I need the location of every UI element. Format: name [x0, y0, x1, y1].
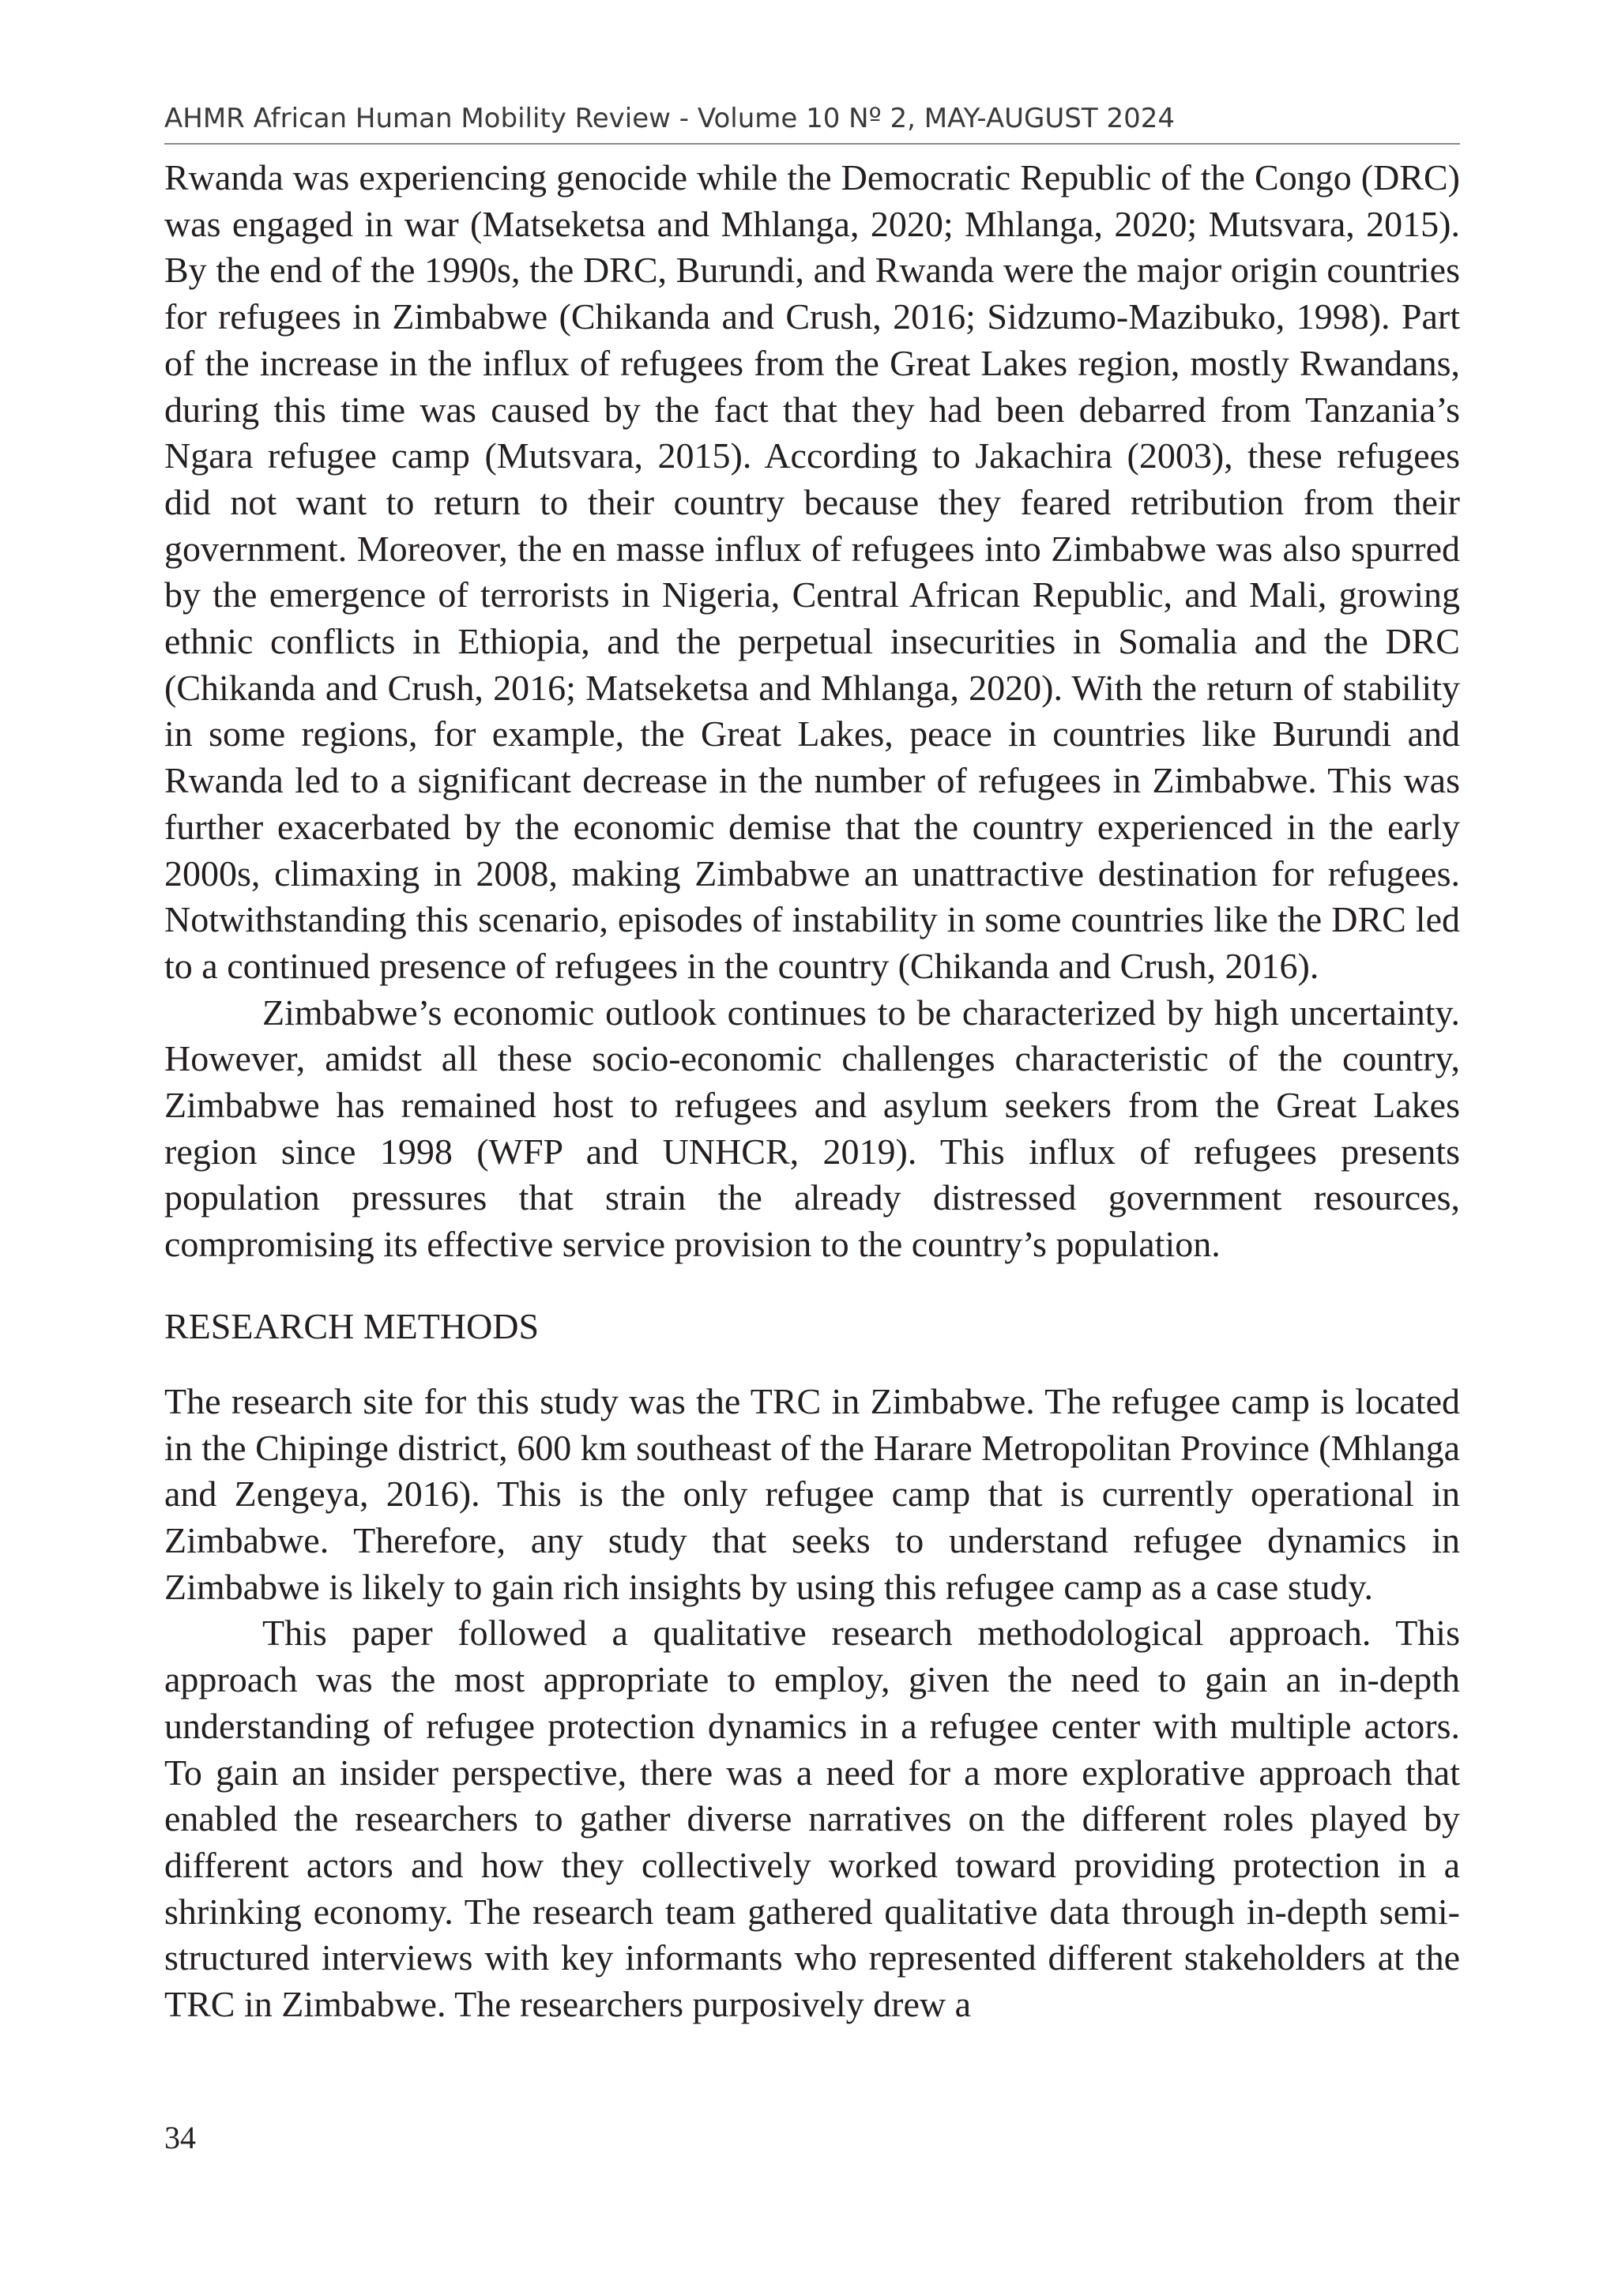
body-paragraph-2: Zimbabwe’s economic outlook continues to be characterized by high uncertainty. However, amidst all these socio-economic challenges characteristic of the country, Zimbabwe has remained host to refugees and asylum seekers from the Great Lakes region since 1998 (WFP and UNHCR, 2019). This influx of refugees presents population pressures that strain the already distressed government resources, compromising its effective service provision to the country’s population.: [164, 992, 1460, 1265]
section-heading-research-methods: RESEARCH METHODS: [164, 1305, 540, 1346]
methods-paragraph-2: This paper followed a qualitative research methodological approach. This approach was the most appropriate to employ, given the need to gain an in-depth understanding of refugee protection dynamics in a refugee center with multiple actors. To gain an insider perspective, there was a need for a more explorative approach that enabled the researchers to gather diverse narratives on the different roles played by different actors and how they collectively worked toward providing protection in a shrinking economy. The research team gathered qualitative data through in-depth semi-structured interviews with key informants who represented different stakeholders at the TRC in Zimbabwe. The researchers purposively drew a: [164, 1613, 1460, 2025]
page-number: 34: [164, 2120, 196, 2155]
running-header: AHMR African Human Mobility Review - Volume 10 Nº 2, MAY-AUGUST 2024: [164, 103, 1175, 134]
header-divider: [164, 143, 1460, 145]
body-paragraph-1: Rwanda was experiencing genocide while the Democratic Republic of the Congo (DRC) was engaged in war (Matseketsa and Mhlanga, 2020; Mhlanga, 2020; Mutsvara, 2015). By the end of the 1990s, the DRC, Burundi, and Rwanda were the major origin countries for refugees in Zimbabwe (Chikanda and Crush, 2016; Sidzumo-Mazibuko, 1998). Part of the increase in the influx of refugees from the Great Lakes region, mostly Rwandans, during this time was caused by the fact that they had been debarred from Tanzania’s Ngara refugee camp (Mutsvara, 2015). According to Jakachira (2003), these refugees did not want to return to their country because they feared retribution from their government. Moreover, the en masse influx of refugees into Zimbabwe was also spurred by the emergence of terrorists in Nigeria, Central African Republic, and Mali, growing ethnic conflicts in Ethiopia, and the perpetual insecurities in Somalia and the DRC (Chikanda and Crush, 2016; Matseketsa and Mhlanga, 2020). With the return of stability in some regions, for example, the Great Lakes, peace in countries like Burundi and Rwanda led to a significant decrease in the number of refugees in Zimbabwe. This was further exacerbated by the economic demise that the country experienced in the early 2000s, climaxing in 2008, making Zimbabwe an unattractive destination for refugees. Notwithstanding this scenario, episodes of instability in some countries like the DRC led to a continued presence of refugees in the country (Chikanda and Crush, 2016).: [164, 157, 1460, 986]
methods-paragraph-1: The research site for this study was the TRC in Zimbabwe. The refugee camp is located in the Chipinge district, 600 km southeast of the Harare Metropolitan Province (Mhlanga and Zengeya, 2016). This is the only refugee camp that is currently operational in Zimbabwe. Therefore, any study that seeks to understand refugee dynamics in Zimbabwe is likely to gain rich insights by using this refugee camp as a case study.: [164, 1380, 1460, 1607]
page-body: [164, 155, 1460, 2028]
